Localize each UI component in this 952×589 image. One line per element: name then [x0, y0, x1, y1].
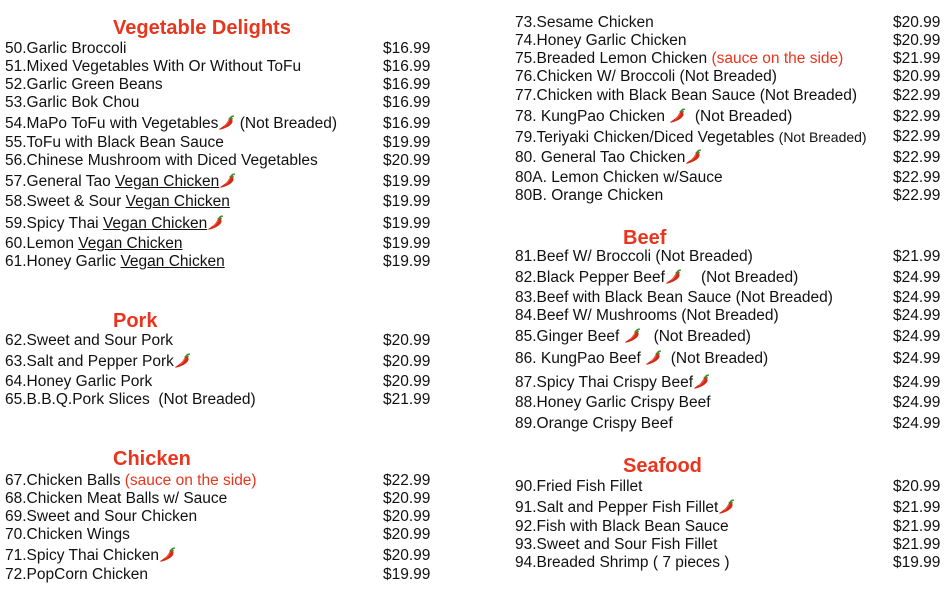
menu-item: 56.Chinese Mushroom with Diced Vegetables $20.99	[5, 152, 431, 169]
menu-item: 83.Beef with Black Bean Sauce (Not Breaded) $24.99	[515, 289, 941, 306]
menu-item: 51.Mixed Vegetables With Or Without ToFu $16.99	[5, 58, 431, 75]
chili-icon	[669, 108, 686, 124]
chili-icon	[207, 215, 224, 231]
menu-item: 87.Spicy Thai Crispy Beef $24.99	[515, 374, 941, 391]
chili-icon	[219, 173, 236, 189]
menu-item: 80. General Tao Chicken $22.99	[515, 149, 941, 166]
menu-item: 90.Fried Fish Fillet $20.99	[515, 478, 941, 495]
section-title-beef: Beef	[623, 227, 667, 249]
menu-item: 62.Sweet and Sour Pork $20.99	[5, 332, 431, 349]
section-title-vegetable: Vegetable Delights	[113, 17, 291, 39]
chili-icon	[645, 350, 662, 366]
menu-item: 80B. Orange Chicken $22.99	[515, 187, 941, 204]
menu-item: 59.Spicy Thai Vegan Chicken $19.99	[5, 215, 431, 232]
menu-item: 94.Breaded Shrimp ( 7 pieces ) $19.99	[515, 554, 941, 571]
menu-item: 57.General Tao Vegan Chicken $19.99	[5, 173, 431, 190]
chili-icon	[174, 353, 191, 369]
menu-item: 76.Chicken W/ Broccoli (Not Breaded) $20.99	[515, 68, 941, 85]
menu-item: 91.Salt and Pepper Fish Fillet $21.99	[515, 499, 941, 516]
menu-item: 65.B.B.Q.Pork Slices (Not Breaded) $21.99	[5, 391, 431, 408]
menu-item: 54.MaPo ToFu with Vegetables (Not Breaded) $16.99	[5, 115, 431, 132]
menu-item: 50.Garlic Broccoli $16.99	[5, 40, 431, 57]
menu-item: 53.Garlic Bok Chou $16.99	[5, 94, 431, 111]
menu-item: 78. KungPao Chicken (Not Breaded) $22.99	[515, 108, 941, 125]
chili-icon	[685, 149, 702, 165]
menu-item: 85.Ginger Beef (Not Breaded) $24.99	[515, 328, 941, 345]
menu-item: 67.Chicken Balls (sauce on the side) $22.99	[5, 472, 431, 489]
chili-icon	[218, 115, 235, 131]
menu-item: 64.Honey Garlic Pork $20.99	[5, 373, 431, 390]
chili-icon	[665, 269, 682, 285]
menu-item: 73.Sesame Chicken $20.99	[515, 14, 941, 31]
menu-item: 93.Sweet and Sour Fish Fillet $21.99	[515, 536, 941, 553]
section-title-chicken: Chicken	[113, 448, 191, 470]
menu-item: 70.Chicken Wings $20.99	[5, 526, 431, 543]
menu-item: 77.Chicken with Black Bean Sauce (Not Breaded) $22.99	[515, 87, 941, 104]
menu-item: 72.PopCorn Chicken $19.99	[5, 566, 431, 583]
menu-item: 55.ToFu with Black Bean Sauce $19.99	[5, 134, 431, 151]
menu-item: 81.Beef W/ Broccoli (Not Breaded) $21.99	[515, 248, 941, 265]
menu-item: 61.Honey Garlic Vegan Chicken $19.99	[5, 253, 431, 270]
menu-item: 63.Salt and Pepper Pork $20.99	[5, 353, 431, 370]
menu-item: 68.Chicken Meat Balls w/ Sauce $20.99	[5, 490, 431, 507]
chili-icon	[718, 499, 735, 515]
menu-item: 71.Spicy Thai Chicken $20.99	[5, 547, 431, 564]
menu-item: 89.Orange Crispy Beef $24.99	[515, 415, 941, 432]
menu-item: 88.Honey Garlic Crispy Beef $24.99	[515, 394, 941, 411]
menu-item: 75.Breaded Lemon Chicken (sauce on the side) $21.99	[515, 50, 941, 67]
menu-item: 69.Sweet and Sour Chicken $20.99	[5, 508, 431, 525]
menu-item: 92.Fish with Black Bean Sauce $21.99	[515, 518, 941, 535]
chili-icon	[693, 374, 710, 390]
menu-item: 84.Beef W/ Mushrooms (Not Breaded) $24.99	[515, 307, 941, 324]
menu-item: 82.Black Pepper Beef (Not Breaded) $24.99	[515, 269, 941, 286]
menu-item: 86. KungPao Beef (Not Breaded) $24.99	[515, 350, 941, 367]
menu-item: 80A. Lemon Chicken w/Sauce $22.99	[515, 169, 941, 186]
chili-icon	[624, 328, 641, 344]
menu-item: 74.Honey Garlic Chicken $20.99	[515, 32, 941, 49]
section-title-seafood: Seafood	[623, 455, 702, 477]
chili-icon	[159, 547, 176, 563]
menu-item: 60.Lemon Vegan Chicken $19.99	[5, 235, 431, 252]
menu-item: 52.Garlic Green Beans $16.99	[5, 76, 431, 93]
menu-item: 79.Teriyaki Chicken/Diced Vegetables (Not Breaded) $22.99	[515, 128, 941, 146]
section-title-pork: Pork	[113, 310, 158, 332]
menu-item: 58.Sweet & Sour Vegan Chicken $19.99	[5, 193, 431, 210]
